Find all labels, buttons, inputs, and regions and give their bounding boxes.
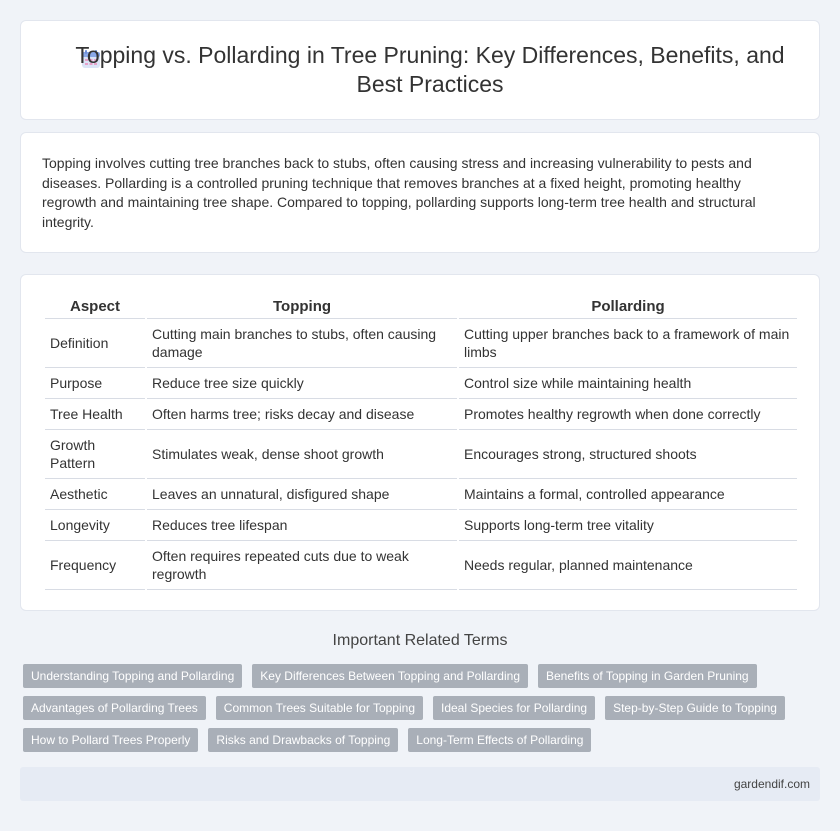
aspect-cell: Definition [45,319,145,368]
tag-link[interactable]: Understanding Topping and Pollarding [23,664,242,688]
tag-link[interactable]: Ideal Species for Pollarding [433,696,595,720]
footer-site-link[interactable]: gardendif.com [733,777,810,791]
header-aspect: Aspect [45,297,145,319]
aspect-cell: Purpose [45,368,145,399]
pollarding-cell: Cutting upper branches back to a framework of main limbs [459,319,797,368]
header-pollarding: Pollarding [459,297,797,319]
pollarding-cell: Supports long-term tree vitality [459,510,797,541]
tag-link[interactable]: Long-Term Effects of Pollarding [408,728,591,752]
related-terms-title: Important Related Terms [332,632,508,649]
topping-cell: Often requires repeated cuts due to weak regrowth [147,541,457,590]
table-row [45,399,797,430]
table-row [45,510,797,541]
pollarding-cell: Maintains a formal, controlled appearance [459,479,797,510]
intro-text: Topping involves cutting tree branches back to stubs, often causing stress and increasing vulnerability to pests and diseases. Pollarding is a controlled pruning technique that removes branches at a fixed height, promoting healthy regrowth and maintaining tree shape. Compared to topping, pollarding supports long-term tree health and structural integrity. [42,155,756,230]
page-title: Topping vs. Pollarding in Tree Pruning: Key Differences, Benefits, and Best Practices [75,42,785,97]
related-tags [23,664,803,760]
tag-link[interactable]: How to Pollard Trees Properly [23,728,198,752]
tag-link[interactable]: Key Differences Between Topping and Pollarding [252,664,528,688]
aspect-cell: Longevity [45,510,145,541]
topping-cell: Reduce tree size quickly [147,368,457,399]
topping-cell: Stimulates weak, dense shoot growth [147,430,457,479]
intro-card [20,132,820,253]
tag-link[interactable]: Benefits of Topping in Garden Pruning [538,664,757,688]
comparison-table [43,297,799,590]
aspect-cell: Frequency [45,541,145,590]
aspect-cell: Growth Pattern [45,430,145,479]
comparison-card [20,274,820,611]
tag-link[interactable]: Risks and Drawbacks of Topping [208,728,398,752]
topping-cell: Cutting main branches to stubs, often causing damage [147,319,457,368]
topping-cell: Often harms tree; risks decay and disease [147,399,457,430]
pollarding-cell: Encourages strong, structured shoots [459,430,797,479]
header-topping: Topping [147,297,457,319]
table-row [45,368,797,399]
table-row [45,430,797,479]
topping-cell: Leaves an unnatural, disfigured shape [147,479,457,510]
aspect-cell: Aesthetic [45,479,145,510]
pollarding-cell: Control size while maintaining health [459,368,797,399]
aspect-cell: Tree Health [45,399,145,430]
table-row [45,319,797,368]
title-card [20,20,820,120]
table-row [45,479,797,510]
tag-link[interactable]: Common Trees Suitable for Topping [216,696,423,720]
tag-link[interactable]: Advantages of Pollarding Trees [23,696,206,720]
footer [20,767,820,801]
tag-link[interactable]: Step-by-Step Guide to Topping [605,696,785,720]
topping-cell: Reduces tree lifespan [147,510,457,541]
pollarding-cell: Promotes healthy regrowth when done correctly [459,399,797,430]
table-row [45,541,797,590]
pollarding-cell: Needs regular, planned maintenance [459,541,797,590]
